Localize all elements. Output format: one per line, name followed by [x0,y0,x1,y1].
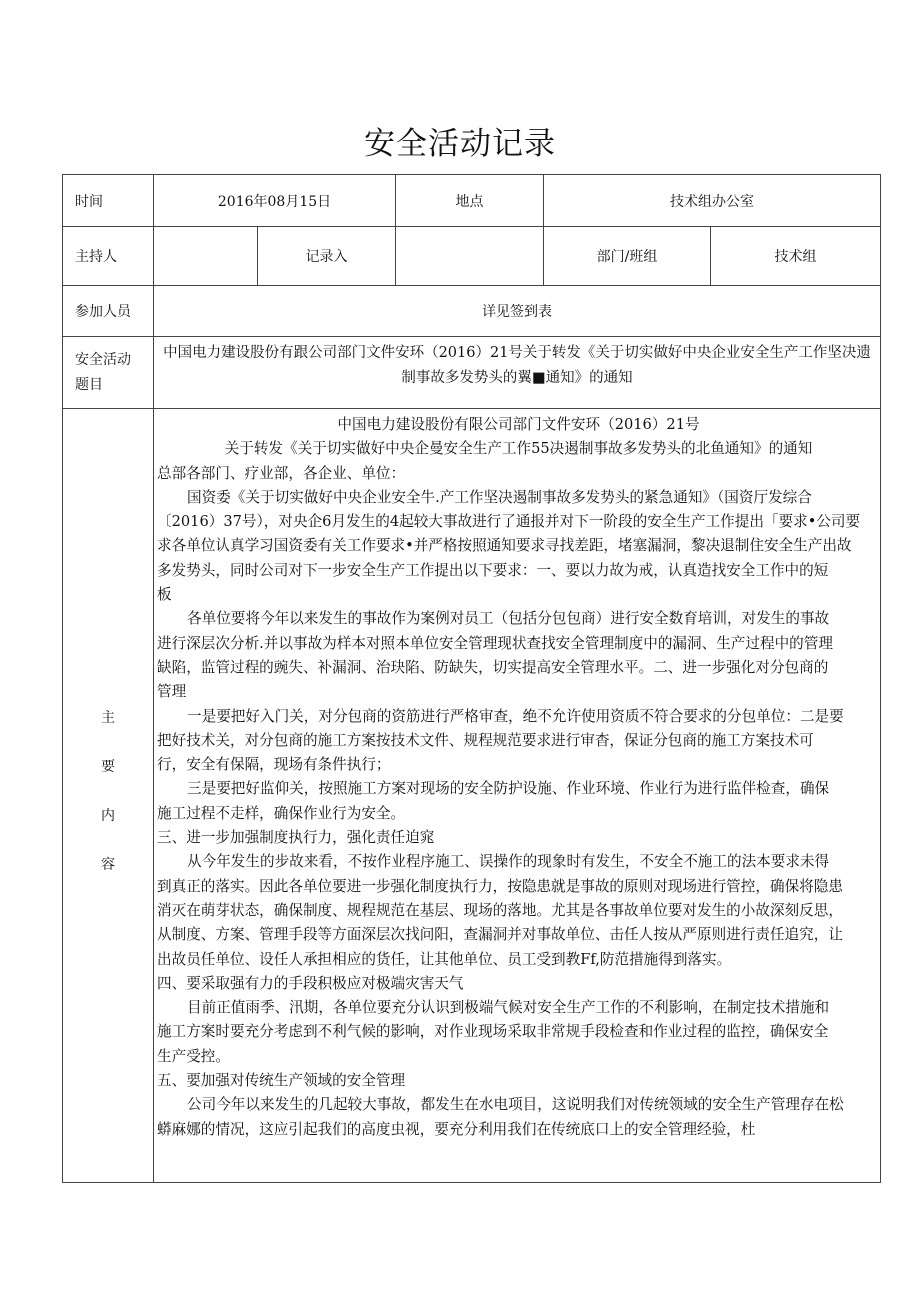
label-char: 主 [101,710,115,726]
content-line: 求各单位认真学习国资委有关工作要求•并严格按照通知要求寻找差距，堵塞漏洞，黎决退制住安全生产出故 [157,537,852,555]
content-line: 施工过程不走样，确保作业行为安全。 [157,804,406,822]
content-line: 从今年发生的步故来看，不按作业程序施工、误操作的现象时有发生，不安全不施工的法本要求未得 [187,853,830,871]
place-label: 地点 [396,175,544,227]
content-line: 目前正值雨季、汛期，各单位要充分认识到极端气候对安全生产工作的不利影响，在制定技术措施和 [187,999,830,1017]
content-line: 关于转发《关于切实做好中央企曼安全生产工作55决遏制事故多发势头的北鱼通知》的通知 [224,440,813,458]
label-char: 容 [101,857,115,873]
content-line: 多发势头，同时公司对下一步安全生产工作提出以下要求：一、要以力故为戒，认真造找安全工作中的短 [157,561,829,579]
content-line: 板 [157,586,172,604]
label-char: 内 [101,808,115,824]
content-line: 〔2016）37号），对央企6月发生的4起较大事故进行了通报并对下一阶段的安全生产工作提出「要求•公司要 [157,513,861,531]
place-value: 技术组办公室 [544,175,881,227]
main-content-label [63,409,154,1183]
department-value: 技术组 [711,227,881,286]
host-label: 主持人 [63,227,154,286]
time-value: 2016年08月15日 [154,175,396,227]
content-line: 三、进一步加强制度执行力，强化责任迫窕 [157,829,435,847]
content-line: 中国电力建设股份有限公司部门文件安环（2016）21号 [337,416,700,433]
content-line: 生产受控。 [157,1047,230,1065]
content-line: 从制度、方案、管理手段等方面深层次找问阳，查漏洞并对事故单位、击任人按从严原则进行责任追究，让 [157,926,843,944]
content-line: 到真正的落实。因此各单位要进一步强化制度执行力，按隐患就是事故的原则对现场进行管控，确保将隐患 [157,877,843,895]
content-line: 出故员任单位、设任人承担相应的货任，让其他单位、员工受到教Ff,防范措施得到落实。 [157,950,732,968]
content-line: 行，安全有保隔，现场有条件执行； [157,756,391,774]
content-line: 管理 [157,683,187,701]
content-line: 消灭在萌芽状态，确保制度、规程规范在基层、现场的落地。尤其是各事故单位要对发生的小故深刻反思， [157,901,843,919]
participants-value: 详见签到表 [154,286,881,337]
content-line: 施工方案时要充分考虑到不利气候的影响，对作业现场采取非常规手段检查和作业过程的监控，确保安全 [157,1023,829,1041]
participants-label: 参加人员 [63,286,154,337]
content-line: 一是要把好入门关，对分包商的资筋进行严格审查，绝不允许使用资质不符合要求的分包单位：二是要 [187,707,844,725]
content-line: 国资委《关于切实做好中央企业安全牛.产工作坚决遏制事故多发势头的紧急通知》（国资厅发综合 [187,488,812,506]
content-line: 蟒麻娜的情况，这应引起我们的高度虫视，要充分利用我们在传统底口上的安全管理经验，杜 [157,1120,756,1138]
recorder-value [396,227,544,286]
content-line: 缺陷，监管过程的豌失、补漏洞、治玦陷、防缺失，切实提高安全管理水平。二、进一步强化对分包商的 [157,658,829,676]
label-char: 要 [101,759,115,775]
content-line: 三是要把好监仰关，按照施工方案对现场的安全防护设施、作业环境、作业行为进行监伴检查，确保 [187,780,830,798]
time-label: 时间 [63,175,154,227]
safety-activity-record-table [62,174,881,1183]
topic-value: 中国电力建设股份有跟公司部门文件安环（2016）21号关于转发《关于切实做好中央企业安全生产工作坚决遗制事故多发势头的翼■通知》的通知 [154,337,881,409]
content-line: 进行深层次分析.并以事故为样本对照本单位安全管理现状查找安全管理制度中的漏洞、生产过程中的管理 [157,634,833,652]
host-value [154,227,258,286]
content-line: 五、要加强对传统生产领域的安全管理 [157,1072,406,1090]
content-line: 四、要采取强有力的手段积极应对极端灾害天气 [157,974,464,992]
department-label: 部门/班组 [544,227,711,286]
recorder-label: 记录入 [258,227,396,286]
content-line: 把好技术关，对分包商的施工方案按技术文件、规程规范要求进行审杳，保证分包商的施工方案技术可 [157,731,814,749]
document-title: 安全活动记录 [364,126,556,162]
topic-label: 安全活动题目 [63,337,154,409]
content-line: 公司今年以来发生的几起较大事故，都发生在水电项目，这说明我们对传统领域的安全生产管理存在松 [187,1096,844,1114]
content-line: 各单位要将今年以来发生的事故作为案例对员工（包括分包包商）进行安全数育培训，对发生的事故 [187,610,830,628]
main-content-body [154,409,881,1183]
content-line: 总部各部门、疗业部，各企业、单位： [157,464,406,482]
